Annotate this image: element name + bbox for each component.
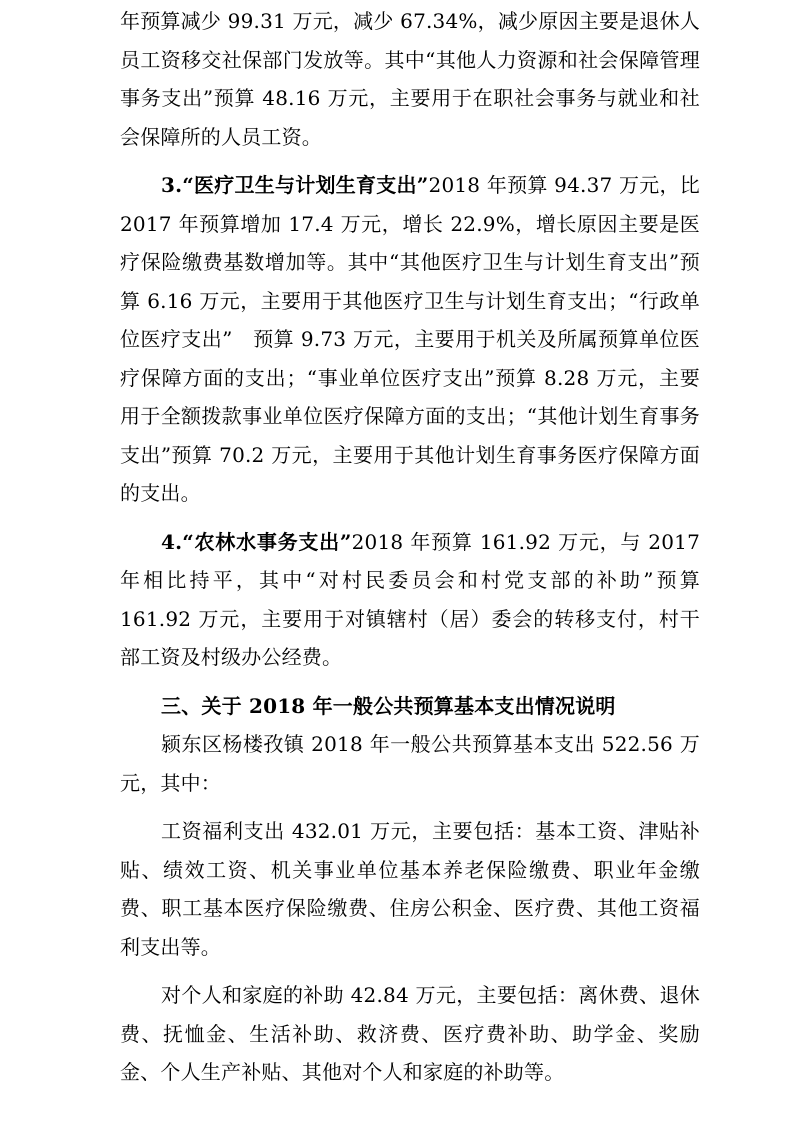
paragraph-basic-expenditure-total: 颍东区杨楼孜镇 2018 年一般公共预算基本支出 522.56 万元，其中： bbox=[120, 732, 700, 795]
paragraph-agriculture bbox=[120, 523, 700, 677]
section-heading-basic-expenditure: 三、关于 2018 年一般公共预算基本支出情况说明 bbox=[161, 693, 616, 718]
document-page bbox=[120, 0, 700, 1092]
paragraph-medical-health-body: 2018 年预算 94.37 万元，比 2017 年预算增加 17.4 万元，增长 22.9%，增长原因主要是医疗保险缴费基数增加等。其中“其他医疗卫生与计划生育支出”预算 6.16 万元，主要用于其他医疗卫生与计划生育支出；“行政单位医疗支出” 预算 9.73 万元，主要用于机关及所属预算单位医疗保障方面的支出；“事业单位医疗支出”预算 8.28 万元，主要用于全额拨款事业单位医疗保障方面的支出；“其他计划生育事务支出”预算 70.2 万元，主要用于其他计划生育事务医疗保障方面的支出。 bbox=[120, 173, 701, 505]
paragraph-social-security-continued: 年预算减少 99.31 万元，减少 67.34%，减少原因主要是退休人员工资移交社保部门发放等。其中“其他人力资源和社会保障管理事务支出”预算 48.16 万元，主要用于在职社会事务与就业和社会保障所的人员工资。 bbox=[120, 9, 700, 149]
paragraph-household-subsidy: 对个人和家庭的补助 42.84 万元，主要包括：离休费、退休费、抚恤金、生活补助、救济费、医疗费补助、助学金、奖励金、个人生产补贴、其他对个人和家庭的补助等。 bbox=[120, 983, 700, 1084]
paragraph-wage-welfare: 工资福利支出 432.01 万元，主要包括：基本工资、津贴补贴、绩效工资、机关事业单位基本养老保险缴费、职业年金缴费、职工基本医疗保险缴费、住房公积金、医疗费、其他工资福利支出等。 bbox=[120, 819, 700, 959]
paragraph-agriculture-body: 2018 年预算 161.92 万元，与 2017 年相比持平，其中“对村民委员会和村党支部的补助”预算 161.92 万元，主要用于对镇辖村（居）委会的转移支付，村干部工资及村级办公经费。 bbox=[120, 529, 700, 669]
paragraph-medical-health bbox=[120, 166, 700, 513]
heading-agriculture: 4.“农林水事务支出” bbox=[161, 529, 352, 554]
heading-medical-health: 3.“医疗卫生与计划生育支出” bbox=[161, 173, 429, 197]
